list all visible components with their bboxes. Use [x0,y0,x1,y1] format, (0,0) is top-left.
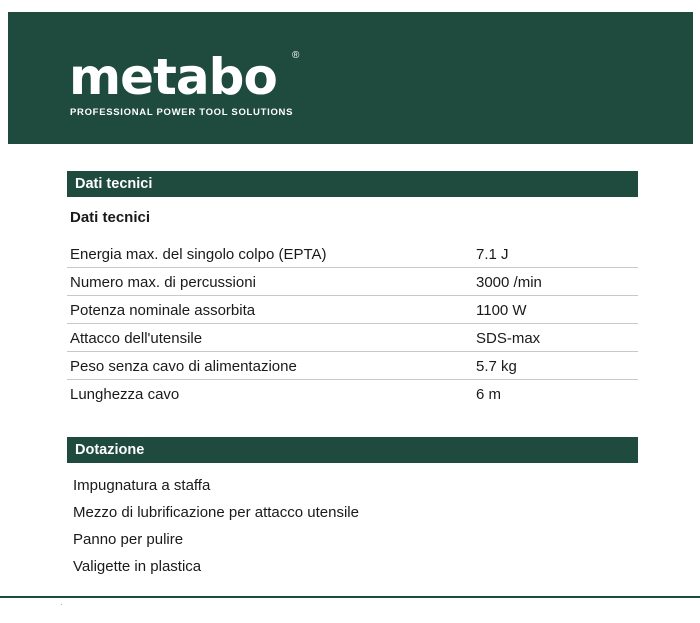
technical-specs-table [67,240,638,408]
spec-row [67,296,638,324]
brand-header-banner [8,12,693,144]
list-item: Panno per pulire [73,531,184,548]
list-item: Impugnatura a staffa [73,477,211,494]
technical-data-subheading: Dati tecnici [70,209,151,226]
spec-label: Energia max. del singolo colpo (EPTA) [70,246,327,263]
registered-mark: ® [292,50,300,61]
spec-label: Numero max. di percussioni [70,274,256,291]
list-item: Mezzo di lubrificazione per attacco utensile [73,504,359,521]
spec-row [67,268,638,296]
logo-wordmark: metabo [69,48,277,106]
spec-value: 3000 /min [476,274,542,291]
equipment-section-header: Dotazione [67,437,638,463]
footer-divider [0,596,700,598]
list-item: Valigette in plastica [73,558,202,575]
spec-value: 1100 W [476,302,527,319]
spec-row [67,324,638,352]
equipment-list [73,475,359,583]
spec-row [67,240,638,268]
logo-tagline: PROFESSIONAL POWER TOOL SOLUTIONS [70,107,294,118]
spec-label: Potenza nominale assorbita [70,302,256,319]
metabo-logo [69,48,300,118]
spec-row [67,352,638,380]
spec-label: Attacco dell'utensile [70,330,203,347]
spec-value: 5.7 kg [476,358,517,375]
spec-row [67,380,638,408]
spec-value: 7.1 J [476,246,509,263]
spec-value: SDS-max [476,330,541,347]
spec-label: Lunghezza cavo [70,386,180,403]
technical-data-section-header: Dati tecnici [67,171,638,197]
footer-dot [61,604,62,605]
spec-label: Peso senza cavo di alimentazione [70,358,297,375]
spec-value: 6 m [476,386,502,403]
